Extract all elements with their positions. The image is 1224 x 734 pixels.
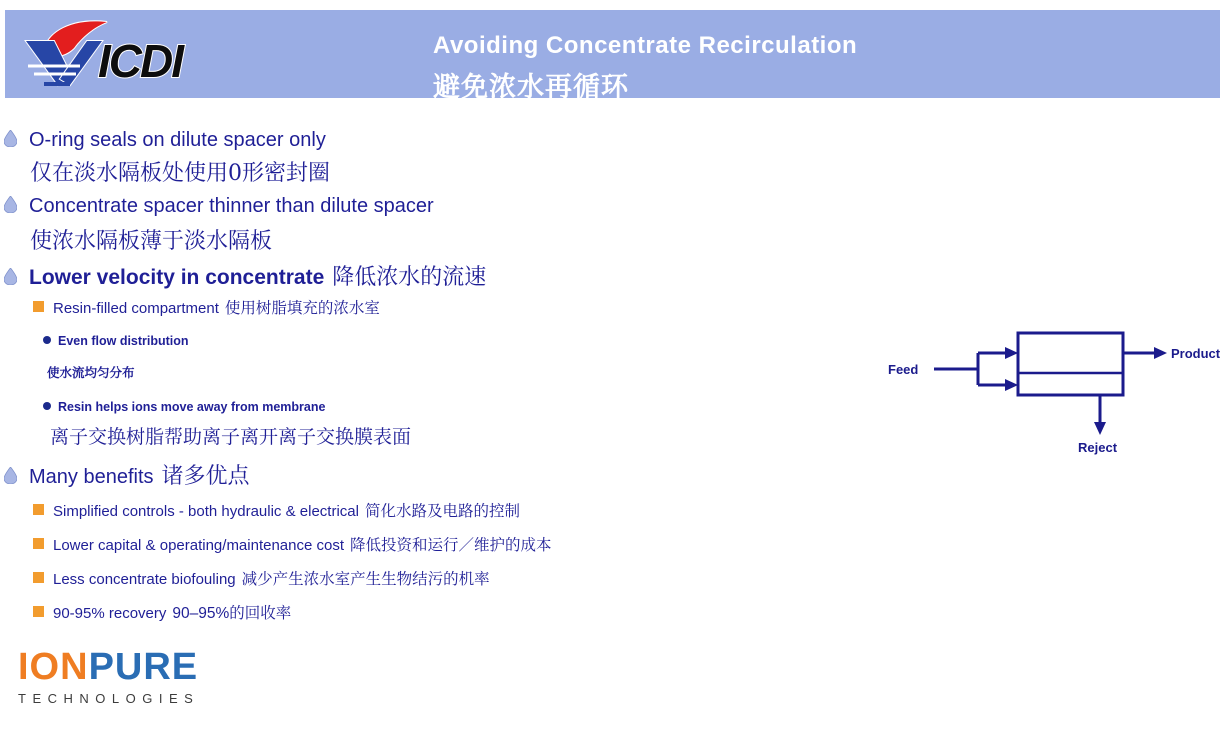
bullet-text: Many benefits bbox=[29, 466, 154, 488]
droplet-bullet-icon bbox=[4, 130, 17, 152]
dot-bullet-icon bbox=[43, 336, 51, 344]
bullet-even-flow bbox=[43, 332, 189, 350]
ionpure-ion: ION bbox=[18, 646, 89, 688]
bullet-text: Concentrate spacer thinner than dilute spacer bbox=[29, 195, 434, 217]
bullet-lower-cost bbox=[33, 533, 552, 555]
bullet-text: 90-95% recovery bbox=[53, 605, 167, 622]
arrowhead-icon bbox=[1094, 422, 1106, 435]
bullet-text-zh: 减少产生浓水室产生生物结污的机率 bbox=[241, 571, 490, 588]
bullet-text-zh: 简化水路及电路的控制 bbox=[364, 503, 520, 520]
bullet-text: O-ring seals on dilute spacer only bbox=[29, 129, 326, 151]
logo-underline bbox=[44, 82, 70, 86]
flow-diagram bbox=[850, 310, 1224, 470]
dot-bullet-icon bbox=[43, 402, 51, 410]
bullet-text: Lower velocity in concentrate bbox=[29, 266, 325, 289]
slide-title bbox=[433, 32, 857, 104]
arrowhead-icon bbox=[1005, 347, 1018, 359]
bullet-less-biofouling bbox=[33, 567, 490, 589]
bullet-resin-compartment bbox=[33, 296, 380, 318]
arrowhead-icon bbox=[1154, 347, 1167, 359]
reject-label: Reject bbox=[1078, 440, 1118, 455]
bullet-resin-helps-zh: 离子交换树脂帮助离子离开离子交换膜表面 bbox=[50, 426, 412, 448]
bullet-text-zh: 降低浓水的流速 bbox=[332, 265, 487, 290]
icdi-logo bbox=[14, 15, 199, 89]
bullet-oring bbox=[4, 129, 326, 152]
ionpure-technologies: TECHNOLOGIES bbox=[18, 690, 200, 706]
square-bullet-icon bbox=[33, 572, 44, 583]
square-bullet-icon bbox=[33, 301, 44, 312]
bullet-text: Resin-filled compartment bbox=[53, 300, 219, 317]
bullet-text-zh: 使用树脂填充的浓水室 bbox=[224, 300, 380, 317]
droplet-bullet-icon bbox=[4, 196, 17, 218]
bullet-text-zh: 诸多优点 bbox=[161, 464, 250, 489]
bullet-text: Simplified controls - both hydraulic & electrical bbox=[53, 503, 359, 520]
bullet-oring-zh: 仅在淡水隔板处使用0形密封圈 bbox=[30, 161, 330, 186]
bullet-concentrate-spacer-zh: 使浓水隔板薄于淡水隔板 bbox=[30, 229, 273, 254]
arrowhead-icon bbox=[1005, 379, 1018, 391]
square-bullet-icon bbox=[33, 606, 44, 617]
feed-label: Feed bbox=[888, 362, 919, 377]
bullet-text: Lower capital & operating/maintenance cost bbox=[53, 537, 345, 554]
bullet-text: Less concentrate biofouling bbox=[53, 571, 236, 588]
slide-title-en: Avoiding Concentrate Recirculation bbox=[433, 32, 858, 59]
bullet-resin-helps bbox=[43, 398, 325, 416]
bullet-text-zh: 90–95%的回收率 bbox=[172, 605, 292, 622]
product-label: Product bbox=[1171, 346, 1221, 361]
bullet-text: Resin helps ions move away from membrane bbox=[58, 400, 326, 414]
bullet-even-flow-zh: 使水流均匀分布 bbox=[47, 366, 135, 380]
ionpure-wordmark bbox=[18, 648, 199, 688]
bullet-text-zh: 降低投资和运行／维护的成本 bbox=[350, 537, 552, 554]
droplet-bullet-icon bbox=[4, 467, 17, 489]
bullet-many-benefits bbox=[4, 459, 250, 490]
slide-title-zh: 避免浓水再循环 bbox=[433, 72, 629, 102]
square-bullet-icon bbox=[33, 504, 44, 515]
droplet-bullet-icon bbox=[4, 268, 17, 290]
logo-wordmark: ICDI bbox=[98, 35, 182, 87]
ionpure-logo bbox=[18, 648, 199, 706]
bullet-recovery bbox=[33, 601, 291, 623]
bullet-simplified-controls bbox=[33, 499, 520, 521]
ionpure-pure: PURE bbox=[88, 646, 199, 688]
module-box bbox=[1018, 333, 1123, 395]
bullet-lower-velocity bbox=[4, 260, 486, 291]
bullet-concentrate-spacer bbox=[4, 195, 434, 218]
bullet-text: Even flow distribution bbox=[58, 334, 189, 348]
square-bullet-icon bbox=[33, 538, 44, 549]
